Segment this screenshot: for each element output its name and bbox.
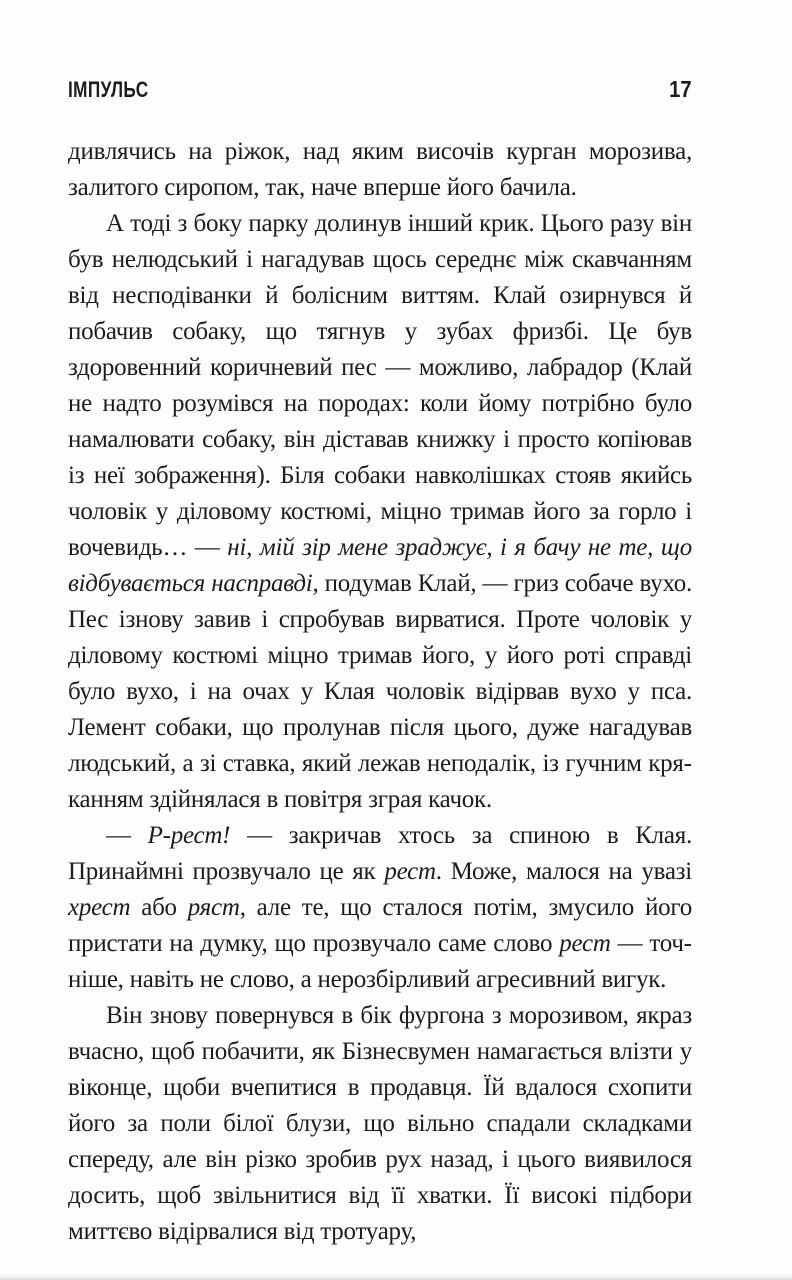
italic-text-run: рест [384, 858, 436, 885]
paragraph [68, 206, 692, 818]
text-run: — закричав хтось за спиною в Клая. Принаймні прозвучало це як [68, 822, 693, 885]
page-number: 17 [669, 76, 692, 102]
running-header [68, 76, 692, 103]
italic-text-run: рест [559, 930, 611, 957]
body-text [68, 134, 692, 1250]
italic-text-run: хрест [68, 894, 131, 921]
paragraph [68, 818, 692, 998]
text-run: або [130, 894, 188, 921]
text-run: . Може, малося на увазі [435, 858, 692, 885]
text-run: , але те, що сталося потім, змусило його пристати на думку, що прозвучало саме слово [68, 894, 692, 957]
text-run: дивлячись на ріжок, над яким височів курган морозива, залитого сиропом, так, наче вперше його бачила. [68, 138, 692, 201]
text-run: А тоді з боку парку долинув інший крик. Цього разу він був нелюдський і нагадував щось середнє між скавчанням від несподіванки й болісним виттям. Клай озирнувся й побачив собаку, що тягнув у зубах фризбі. Це був здоровенний коричневий пес — можливо, лабрадор (Клай не надто розумівся на породах: коли йому потрібно було намалювати собаку, він діставав книжку і просто копіював із неї зображення). Біля собаки навколішках стояв якийсь чоловік у діловому костюмі, міцно тримав його за горло і вочевидь… — [68, 210, 692, 561]
page-bottom-edge [0, 1273, 792, 1280]
text-run: — [106, 822, 148, 849]
paragraph [68, 134, 692, 206]
text-run: подумав Клай, — гриз собаче вухо. Пес ізнову завив і спробував вирватися. Проте чоловік у діловому костюмі міцно тримав його, у його роті справді було вухо, і на очах у Клая чоловік відірвав вухо у пса. Лемент собаки, що пролунав після цього, дуже нагадував людський, а зі ставка, який лежав неподалік, із гучним кряканням здійнялася в повітря зграя качок. [68, 570, 693, 813]
text-run: — точніше, навіть не слово, а нерозбірливий агресивний вигук. [68, 930, 692, 993]
italic-text-run: ні, мій зір мене зраджує, і я бачу не те, що відбувається насправді, [68, 534, 692, 597]
italic-text-run: ряст [187, 894, 240, 921]
text-run: Він знову повернувся в бік фургона з морозивом, якраз вчасно, щоб побачити, як Бізнесвумен намагається влізти у віконце, щоби вчепитися в продавця. Їй вдалося схопити його за поли білої блузи, що вільно спадали складками спереду, але він різко зробив рух назад, і цього виявилося досить, щоб звільнитися від її хватки. Її високі підбори миттєво відірвалися від тротуару, [68, 1002, 692, 1245]
paragraph [68, 998, 692, 1250]
running-title: ІМПУЛЬС [68, 77, 149, 102]
italic-text-run: Р-рест! [147, 822, 231, 849]
